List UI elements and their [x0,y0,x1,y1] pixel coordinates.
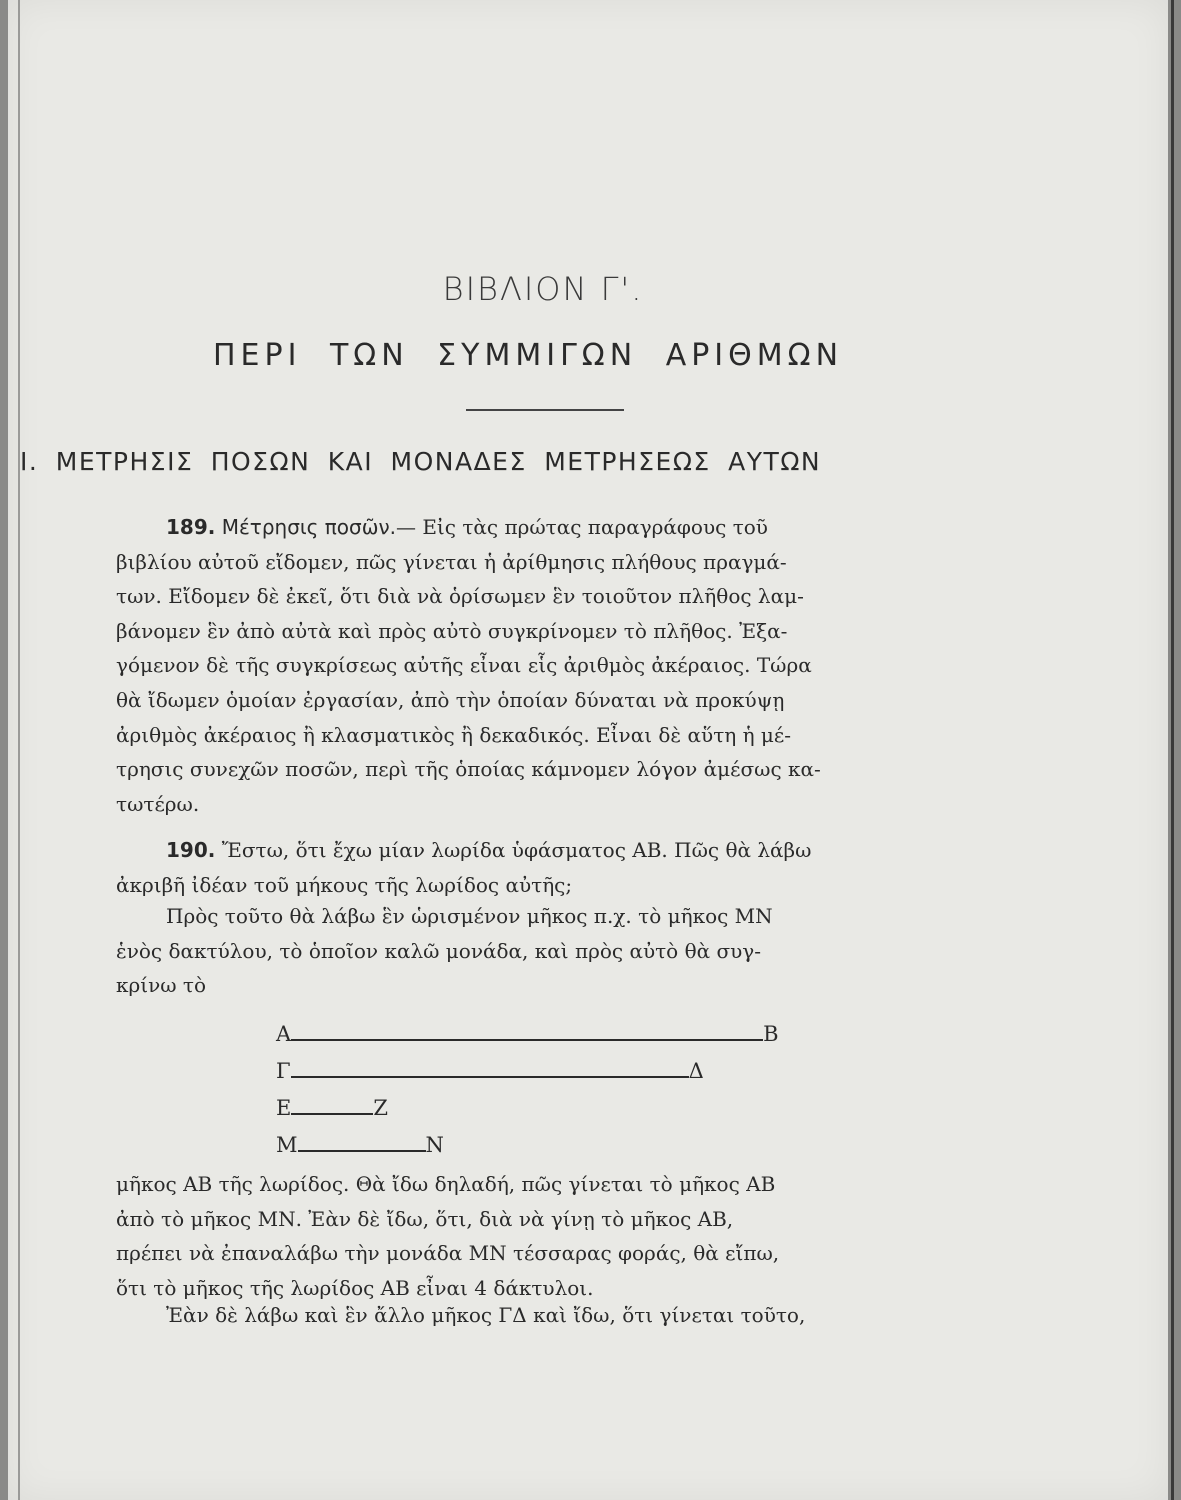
page-binding-edge [18,0,20,1500]
segment-ez [276,1090,388,1120]
text-line: Πρὸς τοῦτο θὰ λάβω ἓν ὡρισμένον μῆκος π.χ. τὸ μῆκος ΜΝ [166,904,773,928]
segment-start-label: Γ [276,1059,291,1083]
paragraph-measure [116,1167,1018,1305]
segment-end-label: Δ [688,1059,704,1083]
section-number: 190. [166,838,216,862]
part-title: ΠΕΡΙ ΤΩΝ ΣΥΜΜΙΓΩΝ ΑΡΙΘΜΩΝ [212,338,844,373]
segment-end-label: Β [763,1022,779,1046]
text-line: μῆκος ΑΒ τῆς λωρίδος. Θὰ ἴδω δηλαδή, πῶς γίνεται τὸ μῆκος ΑΒ [116,1172,776,1196]
segment-start-label: Ε [276,1096,292,1120]
text-line: ἀπὸ τὸ μῆκος ΜΝ. Ἐὰν δὲ ἴδω, ὅτι, διὰ νὰ γίνῃ τὸ μῆκος ΑΒ, [116,1206,734,1231]
section-number: 189. [166,515,216,539]
segment-ab [276,1016,779,1046]
segment-line [291,1039,763,1041]
text-line-content: Ἔστω, ὅτι ἔχω μίαν λωρίδα ὑφάσματος ΑΒ. Πῶς θὰ λάβω [221,838,812,862]
segment-end-label: Ζ [373,1096,388,1120]
text-line: γόμενον δὲ τῆς συγκρίσεως αὐτῆς εἶναι εἷς ἀριθμὸς ἀκέραιος. Τώρα [116,653,812,678]
paragraph-unit [116,899,1018,1003]
text-line: βιβλίου αὐτοῦ εἴδομεν, πῶς γίνεται ἡ ἀρίθμησις πλήθους πραγμά- [116,549,787,574]
text-line: θὰ ἴδωμεν ὁμοίαν ἐργασίαν, ἀπὸ τὴν ὁποίαν δύναται νὰ προκύψῃ [116,687,785,712]
page-right-edge [1171,0,1174,1500]
segment-start-label: Α [276,1022,292,1046]
text-line: πρέπει νὰ ἐπαναλάβω τὴν μονάδα ΜΝ τέσσαρας φοράς, θὰ εἴπω, [116,1241,780,1266]
text-line: κρίνω τὸ [116,973,207,998]
segment-mn [276,1127,444,1157]
text-line: ἀκριβῆ ἰδέαν τοῦ μήκους τῆς λωρίδος αὐτῆς; [116,872,573,897]
text-line: των. Εἴδομεν δὲ ἐκεῖ, ὅτι διὰ νὰ ὁρίσωμεν ἓν τοιοῦτον πλῆθος λαμ- [116,584,804,609]
text-line: τωτέρω. [116,791,200,816]
text-line: Ἐὰν δὲ λάβω καὶ ἓν ἄλλο μῆκος ΓΔ καὶ ἴδω, ὅτι γίνεται τοῦτο, [166,1303,806,1327]
segment-line [291,1113,373,1115]
title-divider [466,409,624,411]
section-heading: Μέτρησις ποσῶν. [221,515,396,539]
segment-line [298,1150,426,1152]
segment-start-label: Μ [276,1133,298,1157]
text-line [116,510,1018,545]
section-190 [116,833,1018,902]
paragraph-last [116,1298,1018,1333]
text-line: ἑνὸς δακτύλου, τὸ ὁποῖον καλῶ μονάδα, καὶ πρὸς αὐτὸ θὰ συγ- [116,938,762,963]
text-line: τρησις συνεχῶν ποσῶν, περὶ τῆς ὁποίας κάμνομεν λόγον ἀμέσως κα- [116,757,821,782]
text-line: ὅτι τὸ μῆκος τῆς λωρίδος ΑΒ εἶναι 4 δάκτυλοι. [116,1275,594,1300]
book-title: ΒΙΒΛΙΟΝ Γ'. [442,270,644,308]
chapter-title: Ι. ΜΕΤΡΗΣΙΣ ΠΟΣΩΝ ΚΑΙ ΜΟΝΑΔΕΣ ΜΕΤΡΗΣΕΩΣ ΑΥΤΩΝ [20,447,822,476]
book-page [8,0,1168,1500]
segment-end-label: Ν [425,1133,444,1157]
segment-line [291,1076,689,1078]
text-line-content: — Εἰς τὰς πρώτας παραγράφους τοῦ [395,515,768,539]
text-line [116,833,1018,868]
text-line: βάνομεν ἓν ἀπὸ αὐτὰ καὶ πρὸς αὐτὸ συγκρίνομεν τὸ πλῆθος. Ἐξα- [116,618,788,643]
text-line: ἀριθμὸς ἀκέραιος ἢ κλασματικὸς ἢ δεκαδικός. Εἶναι δὲ αὕτη ἡ μέ- [116,722,792,747]
segment-gd [276,1053,704,1083]
section-189 [116,510,1018,821]
